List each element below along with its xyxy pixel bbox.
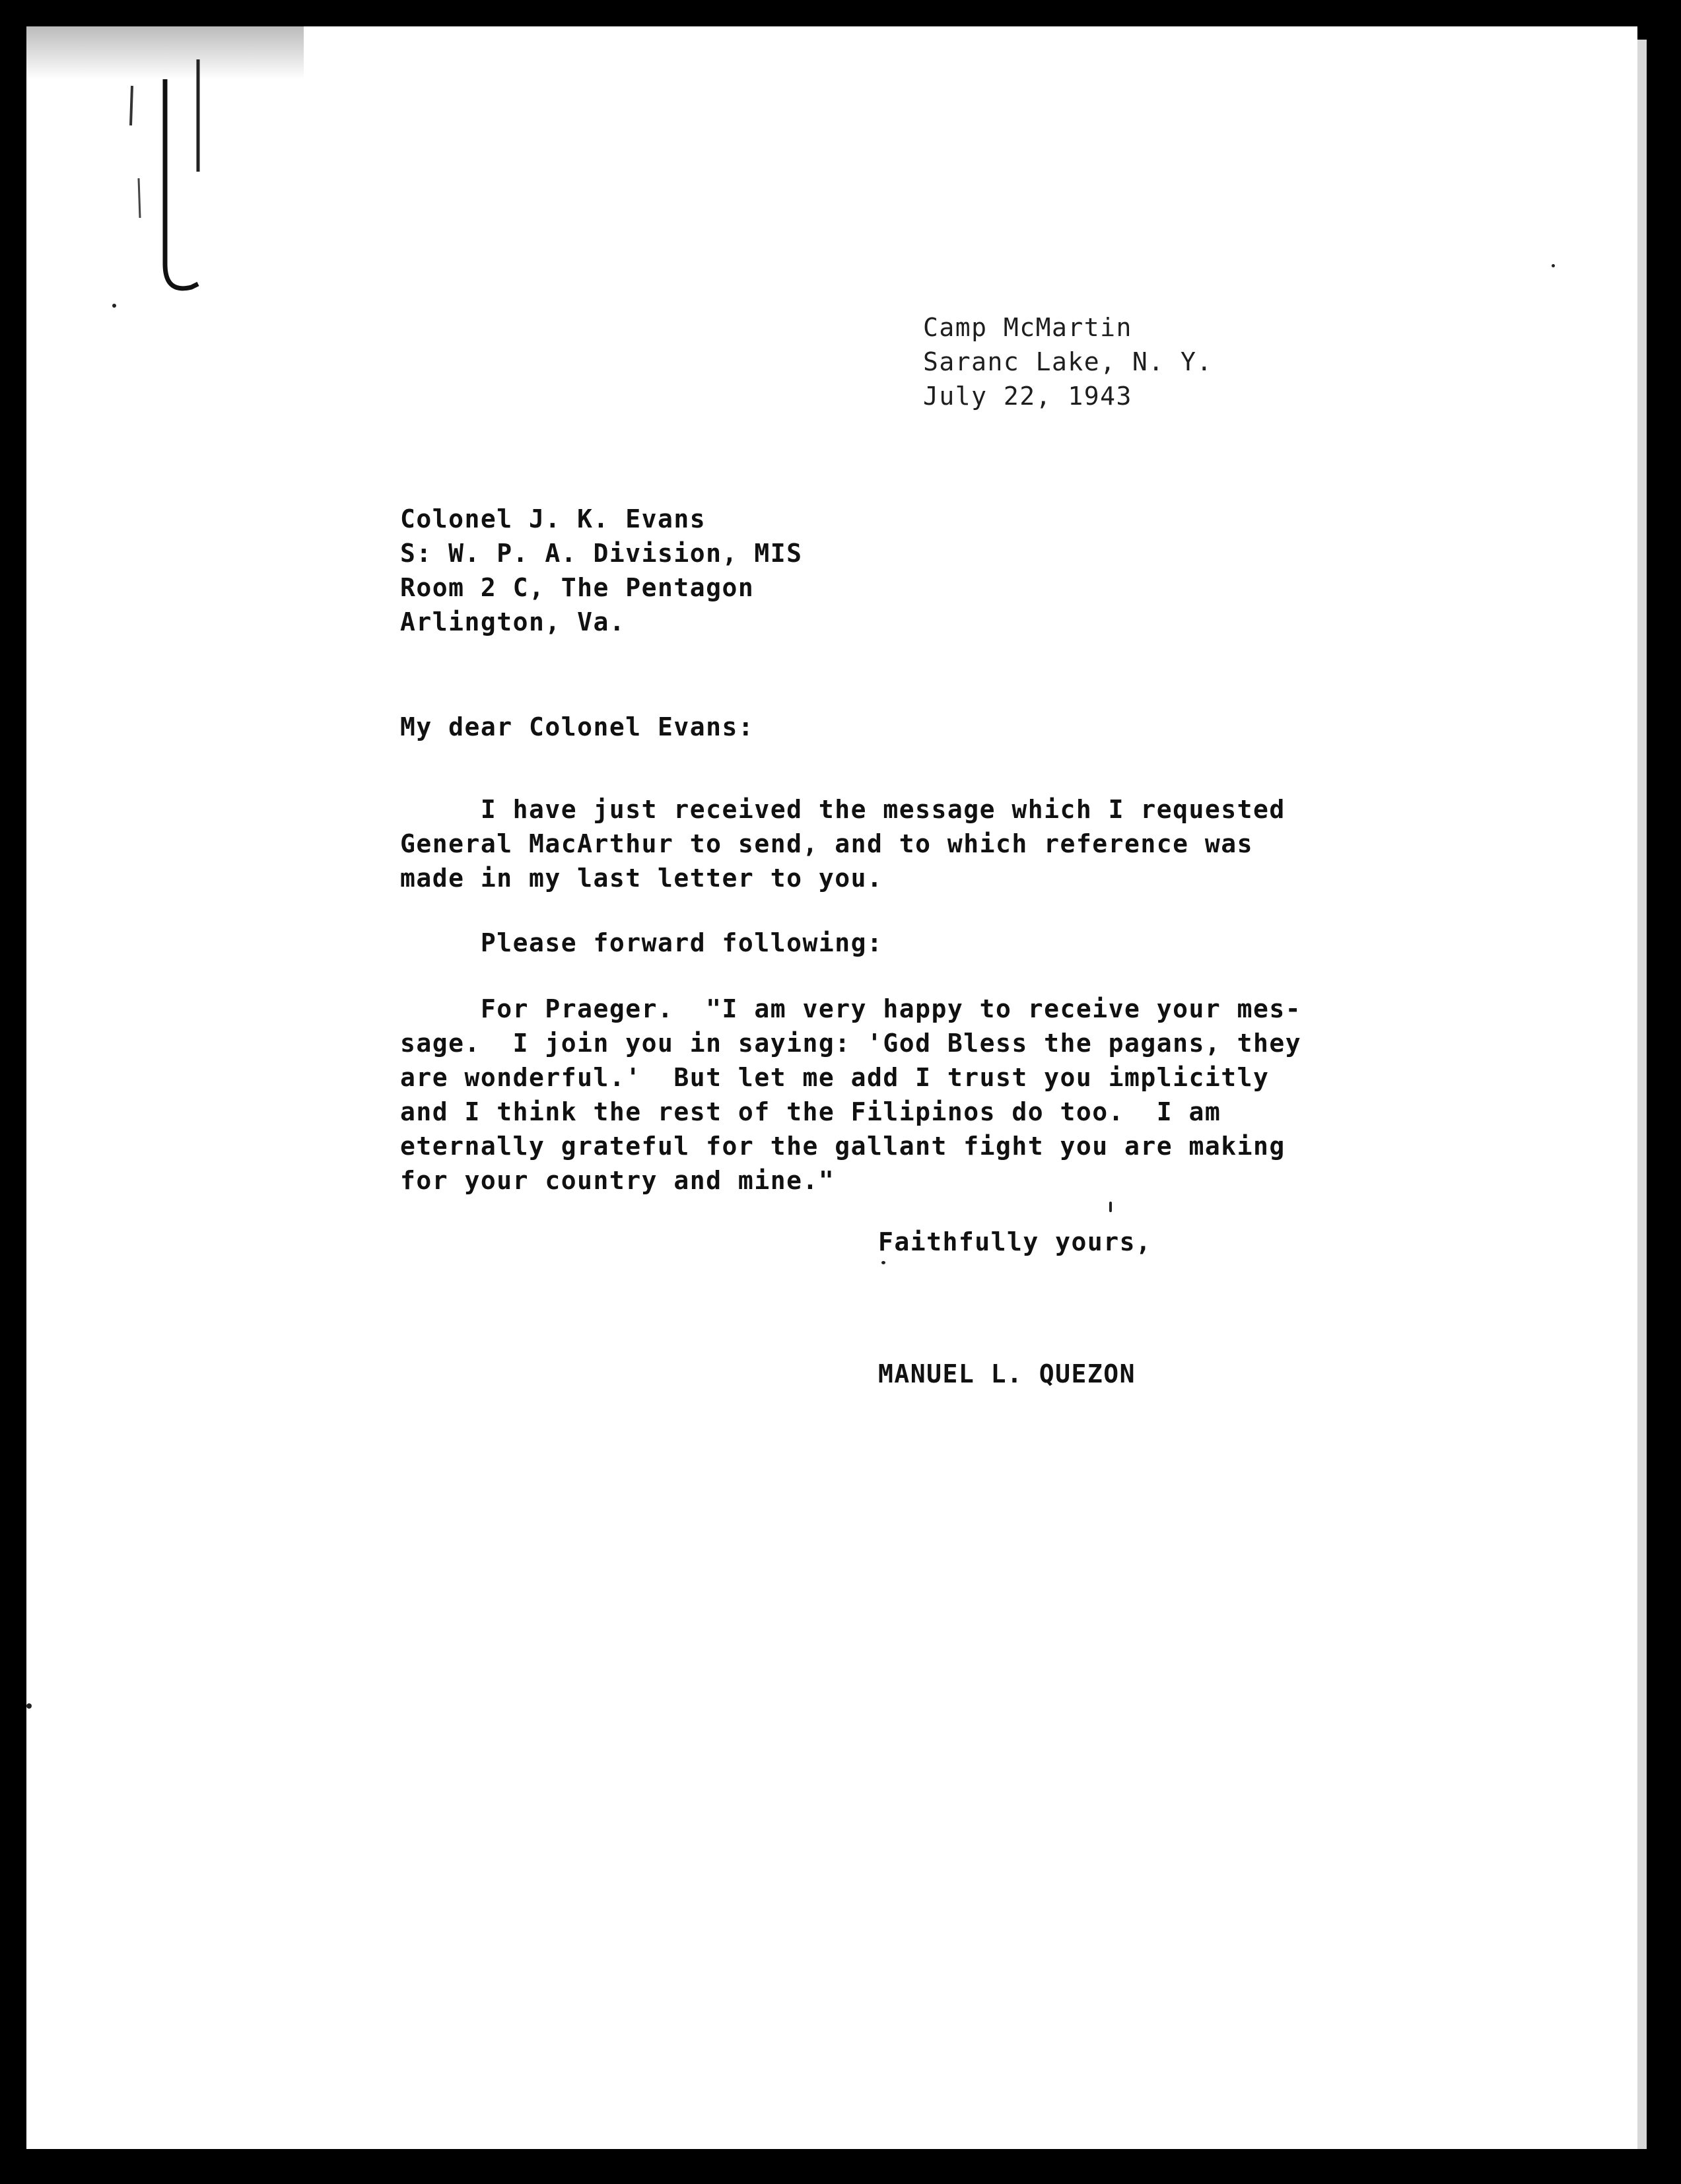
body-paragraph-3-line-4: and I think the rest of the Filipinos do too. I am [400,1097,1221,1126]
recipient-division: S: W. P. A. Division, MIS [400,539,803,568]
speck [1109,1202,1112,1212]
return-address-line-2: Saranc Lake, N. Y. [923,347,1213,376]
recipient-city: Arlington, Va. [400,607,626,636]
body-paragraph-1-line-1: I have just received the message which I requested [400,795,1286,824]
body-paragraph-3-line-3: are wonderful.' But let me add I trust you implicitly [400,1063,1270,1092]
date-line: July 22, 1943 [923,382,1132,411]
recipient-room: Room 2 C, The Pentagon [400,573,755,602]
closing: Faithfully yours, [878,1227,1152,1256]
recipient-name: Colonel J. K. Evans [400,504,706,533]
speck [1552,264,1555,267]
speck [112,304,116,308]
body-paragraph-3-line-1: For Praeger. "I am very happy to receive your mes- [400,994,1302,1023]
body-paragraph-3-line-6: for your country and mine." [400,1166,835,1195]
body-paragraph-1-line-2: General MacArthur to send, and to which reference was [400,829,1254,858]
body-paragraph-3-line-5: eternally grateful for the gallant fight you are making [400,1132,1286,1161]
speck [26,1703,32,1709]
body-paragraph-3-line-2: sage. I join you in saying: 'God Bless the pagans, they [400,1029,1302,1058]
letter-page [26,26,1637,2149]
body-paragraph-2-line-1: Please forward following: [400,928,883,957]
return-address-line-1: Camp McMartin [923,313,1132,342]
paperclip-mark-icon [119,46,218,297]
body-paragraph-1-line-3: made in my last letter to you. [400,864,883,893]
signature-name: MANUEL L. QUEZON [878,1359,1136,1388]
speck [881,1261,885,1264]
salutation: My dear Colonel Evans: [400,712,755,741]
page-edge [1637,40,1647,2149]
